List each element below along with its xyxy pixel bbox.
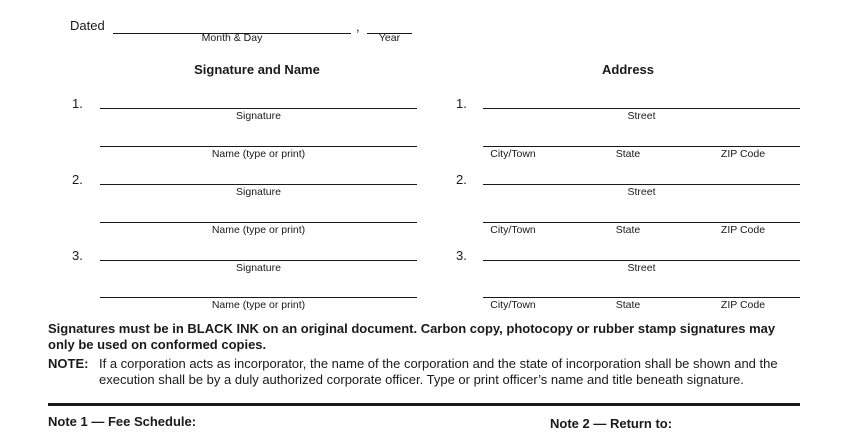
signature-caption-3: Signature — [236, 262, 281, 274]
note-2-return-to: Note 2 — Return to: — [550, 416, 673, 431]
signature-and-name-heading: Signature and Name — [194, 62, 320, 77]
street-caption-1: Street — [627, 110, 656, 122]
city-state-zip-line-2[interactable] — [483, 222, 800, 223]
city-caption-3: City/Town — [490, 299, 536, 311]
month-day-caption: Month & Day — [201, 32, 263, 44]
address-heading: Address — [601, 62, 655, 77]
signature-number-2: 2. — [72, 172, 83, 187]
street-caption-2: Street — [627, 186, 656, 198]
state-caption-2: State — [615, 224, 641, 236]
state-caption-1: State — [615, 148, 641, 160]
dated-label: Dated — [70, 18, 105, 33]
signature-caption-1: Signature — [236, 110, 281, 122]
name-caption-1: Name (type or print) — [211, 148, 306, 160]
name-line-1[interactable] — [100, 146, 417, 147]
city-state-zip-line-1[interactable] — [483, 146, 800, 147]
note-text: If a corporation acts as incorporator, the name of the corporation and the state of incorporation shall be shown and the execution shall be by a duly authorized corporate officer. Type or print officer’s name and title beneath signature. — [99, 356, 778, 387]
name-caption-3: Name (type or print) — [211, 299, 306, 311]
dated-comma: , — [356, 19, 360, 34]
name-line-2[interactable] — [100, 222, 417, 223]
year-caption: Year — [378, 32, 401, 44]
state-caption-3: State — [615, 299, 641, 311]
zip-caption-1: ZIP Code — [720, 148, 766, 160]
note-1-fee-schedule: Note 1 — Fee Schedule: — [48, 414, 197, 429]
name-line-3[interactable] — [100, 297, 417, 298]
street-line-2[interactable] — [483, 184, 800, 185]
signature-number-1: 1. — [72, 96, 83, 111]
city-state-zip-line-3[interactable] — [483, 297, 800, 298]
address-number-1: 1. — [456, 96, 467, 111]
street-line-1[interactable] — [483, 108, 800, 109]
city-caption-1: City/Town — [490, 148, 536, 160]
street-caption-3: Street — [627, 262, 656, 274]
name-caption-2: Name (type or print) — [211, 224, 306, 236]
zip-caption-3: ZIP Code — [720, 299, 766, 311]
signature-line-1[interactable] — [100, 108, 417, 109]
address-number-3: 3. — [456, 248, 467, 263]
note-label: NOTE: — [48, 356, 89, 371]
signature-caption-2: Signature — [236, 186, 281, 198]
section-divider — [48, 403, 800, 406]
zip-caption-2: ZIP Code — [720, 224, 766, 236]
signature-number-3: 3. — [72, 248, 83, 263]
signature-ink-instruction: Signatures must be in BLACK INK on an original document. Carbon copy, photocopy or rubber stamp signatures may only be used on conformed copies. — [48, 321, 776, 352]
street-line-3[interactable] — [483, 260, 800, 261]
signature-line-3[interactable] — [100, 260, 417, 261]
signature-line-2[interactable] — [100, 184, 417, 185]
city-caption-2: City/Town — [490, 224, 536, 236]
address-number-2: 2. — [456, 172, 467, 187]
